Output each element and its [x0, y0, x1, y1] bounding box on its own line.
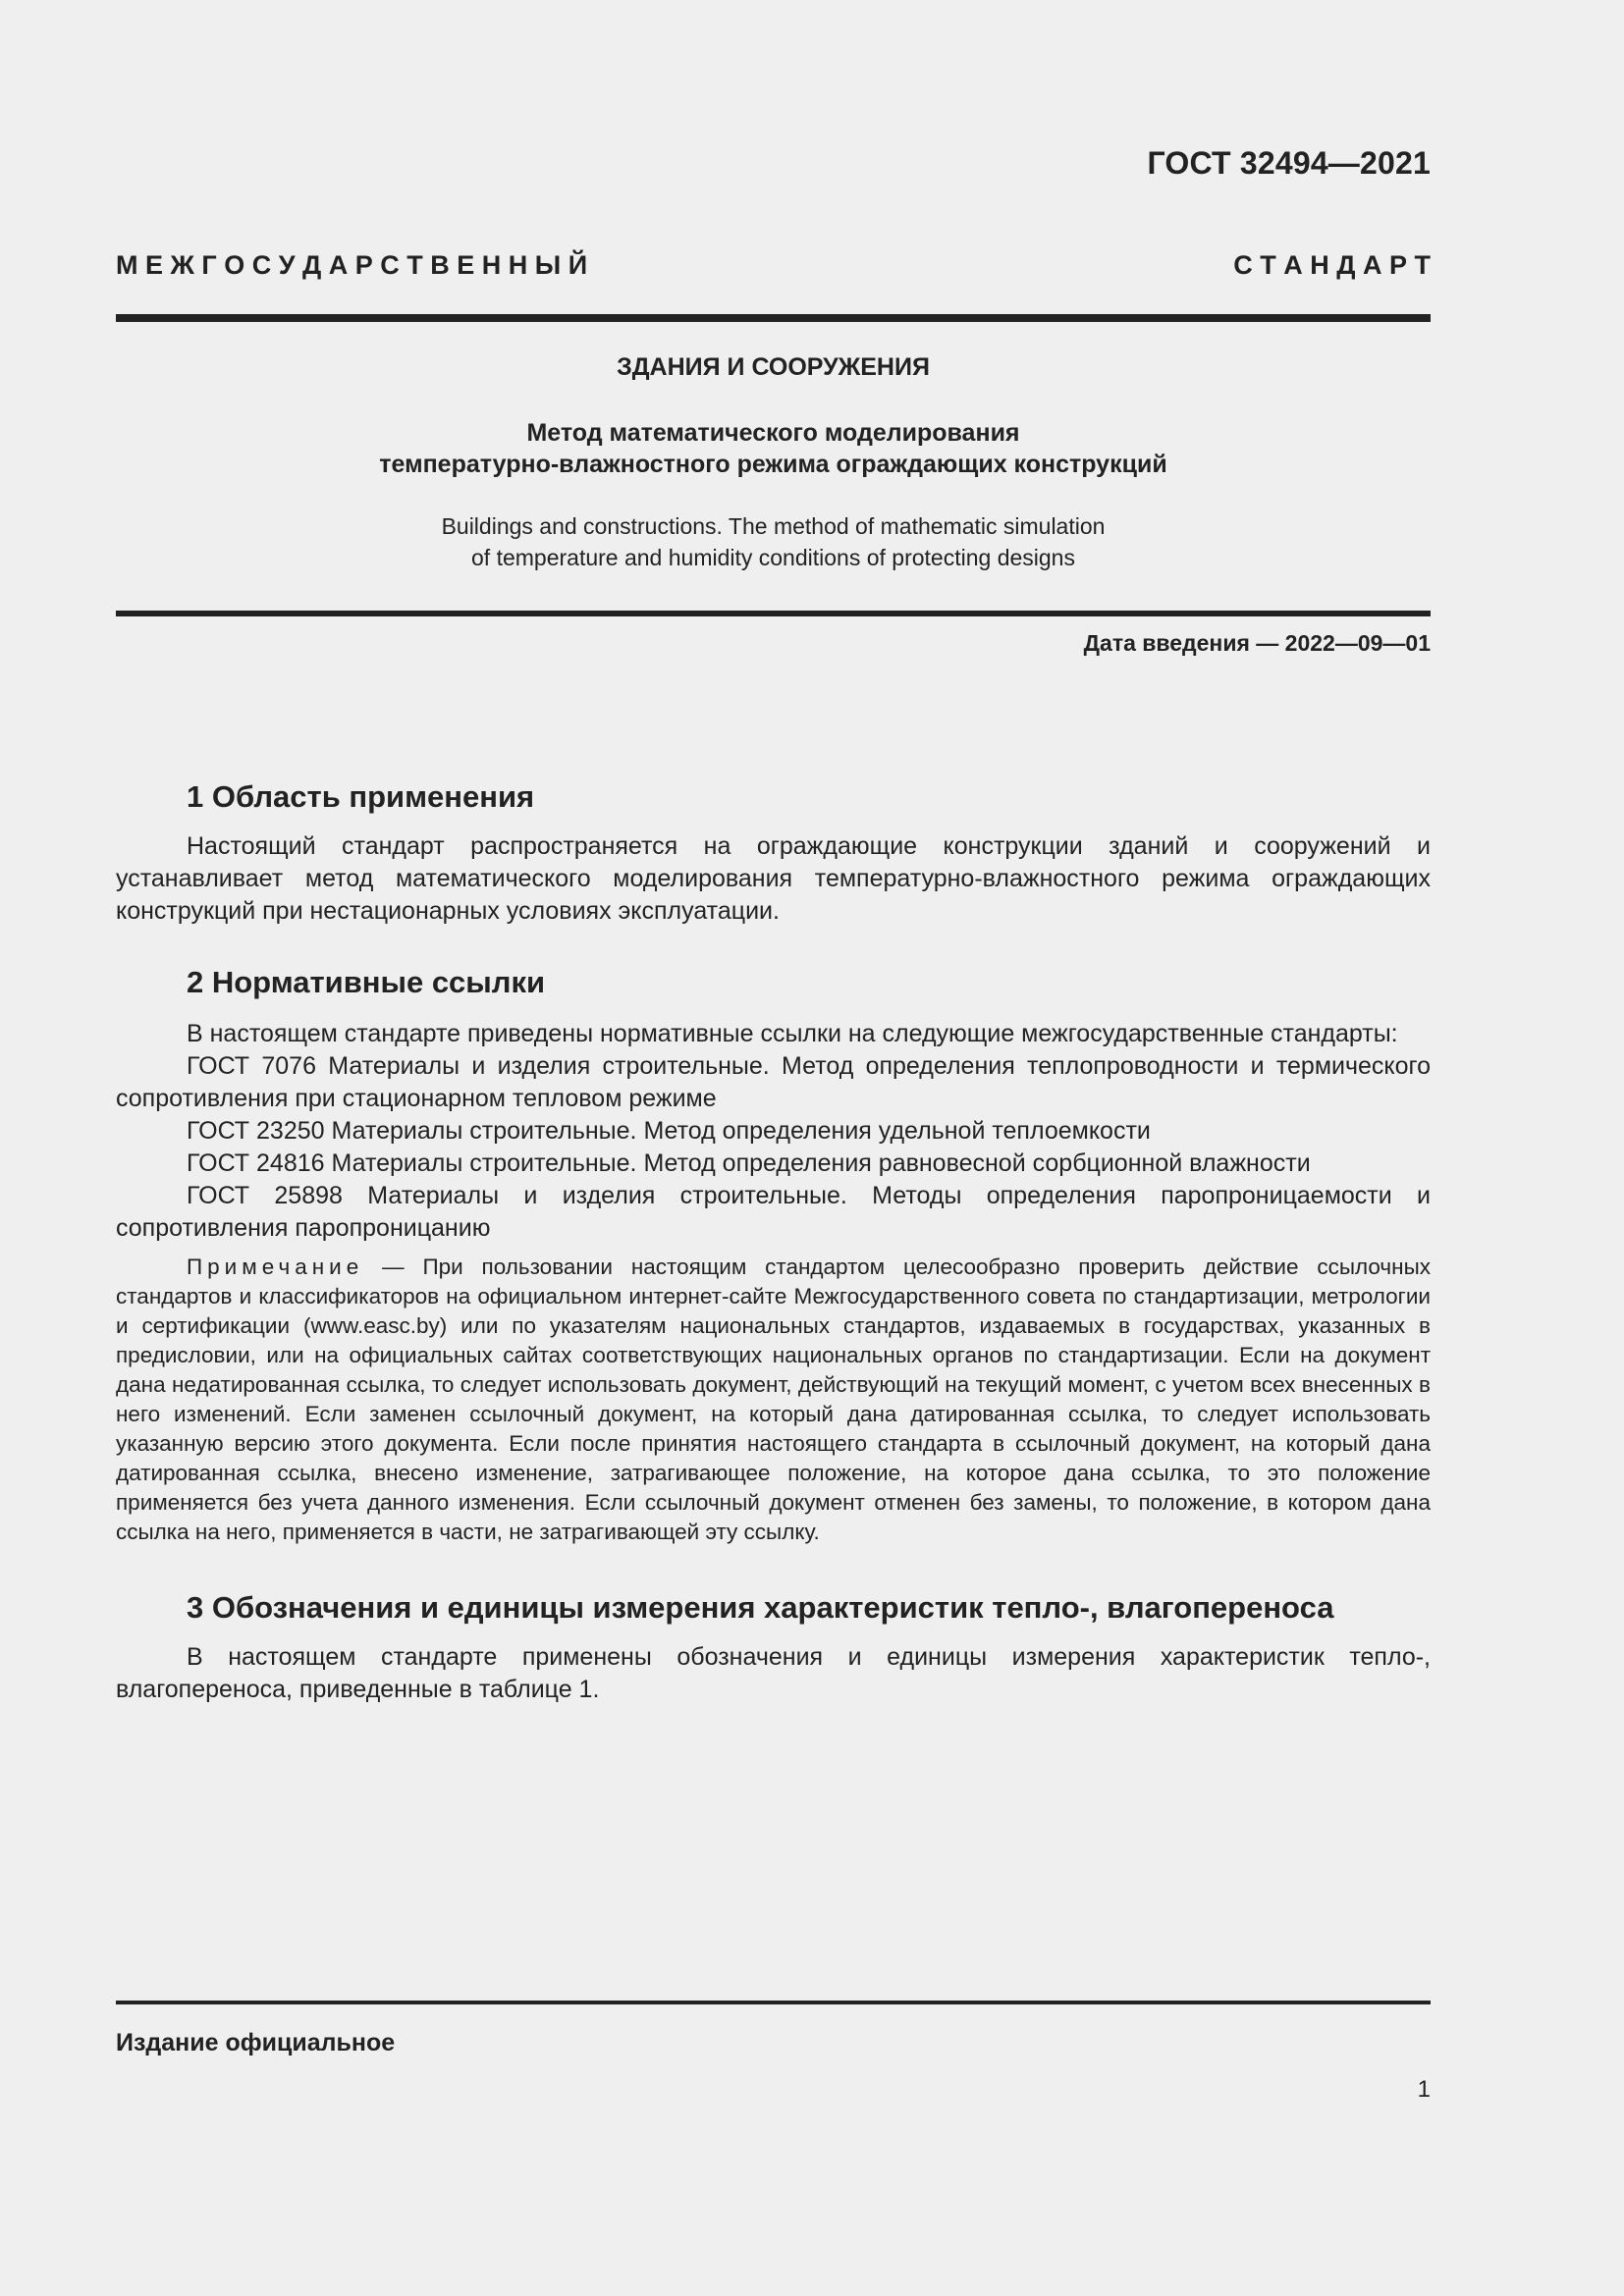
english-title-line-1: Buildings and constructions. The method of mathematic simulation: [441, 513, 1106, 539]
document-body: [116, 775, 1431, 1706]
document-subtitle: [116, 417, 1431, 480]
section-heading-1: 1 Область применения: [187, 779, 535, 814]
subtitle-line-1: Метод математического моделирования: [526, 419, 1020, 447]
section-1-paragraph: Настоящий стандарт распространяется на ограждающие конструкции зданий и сооружений и устанавливает метод математического моделирования температурно-влажностного режима ограждающих конструкций при нестационарных условиях эксплуатации.: [116, 832, 1431, 925]
document-title: ЗДАНИЯ И СООРУЖЕНИЯ: [617, 353, 930, 381]
section-3-paragraph: В настоящем стандарте применены обозначения и единицы измерения характеристик тепло-, влагопереноса, приведенные в таблице 1.: [116, 1643, 1431, 1703]
page-number: 1: [1417, 2076, 1431, 2103]
standard-type-word2: С Т А Н Д А Р Т: [1233, 250, 1431, 280]
reference-gost-25898: ГОСТ 25898 Материалы и изделия строительные. Методы определения паропроницаемости и сопротивления паропроницанию: [116, 1182, 1431, 1242]
reference-gost-24816: ГОСТ 24816 Материалы строительные. Метод определения равновесной сорбционной влажности: [187, 1149, 1311, 1177]
footer-divider: [116, 2001, 1431, 2004]
gost-number: ГОСТ 32494—2021: [1147, 145, 1431, 181]
header-divider: [116, 314, 1431, 322]
document-page: [116, 0, 1431, 2296]
introduction-date: Дата введения — 2022—09—01: [1083, 630, 1431, 656]
official-edition-label: Издание официальное: [116, 2029, 396, 2056]
english-title: [116, 510, 1431, 573]
subtitle-line-2: температурно-влажностного режима ограждающих конструкций: [379, 451, 1167, 478]
standard-type-header: [116, 250, 1431, 281]
note-paragraph: [116, 1253, 1431, 1547]
section-heading-2: 2 Нормативные ссылки: [187, 965, 546, 999]
note-text: — При пользовании настоящим стандартом целесообразно проверить действие ссылочных стандартов и классификаторов на официальном интернет-сайте Межгосударственного совета по стандартизации, метрологии и сертификации (www.easc.by) или по указателям национальных стандартов, издаваемых в государствах, указанных в предисловии, или на официальных сайтах соответствующих национальных органов по стандартизации. Если на документ дана недатированная ссылка, то следует использовать документ, действующий на текущий момент, с учетом всех внесенных в него изменений. Если заменен ссылочный документ, на который дана датированная ссылка, то следует использовать указанную версию этого документа. Если после принятия настоящего стандарта в ссылочный документ, на который дана датированная ссылка, внесено изменение, затрагивающее положение, на которое дана ссылка, то это положение применяется без учета данного изменения. Если ссылочный документ отменен без замены, то положение, в котором дана ссылка на него, применяется в части, не затрагивающей эту ссылку.: [116, 1255, 1431, 1544]
reference-gost-23250: ГОСТ 23250 Материалы строительные. Метод определения удельной теплоемкости: [187, 1117, 1151, 1145]
section-2-paragraph: В настоящем стандарте приведены нормативные ссылки на следующие межгосударственные стандарты:: [187, 1020, 1398, 1047]
reference-gost-7076: ГОСТ 7076 Материалы и изделия строительные. Метод определения теплопроводности и термического сопротивления при стационарном тепловом режиме: [116, 1052, 1431, 1112]
section-heading-3: 3 Обозначения и единицы измерения характеристик тепло-, влагопереноса: [187, 1590, 1334, 1625]
title-divider: [116, 611, 1431, 616]
standard-type-word1: М Е Ж Г О С У Д А Р С Т В Е Н Н Ы Й: [116, 250, 588, 280]
note-label: Примечание: [187, 1255, 364, 1279]
english-title-line-2: of temperature and humidity conditions of protecting designs: [471, 545, 1075, 570]
